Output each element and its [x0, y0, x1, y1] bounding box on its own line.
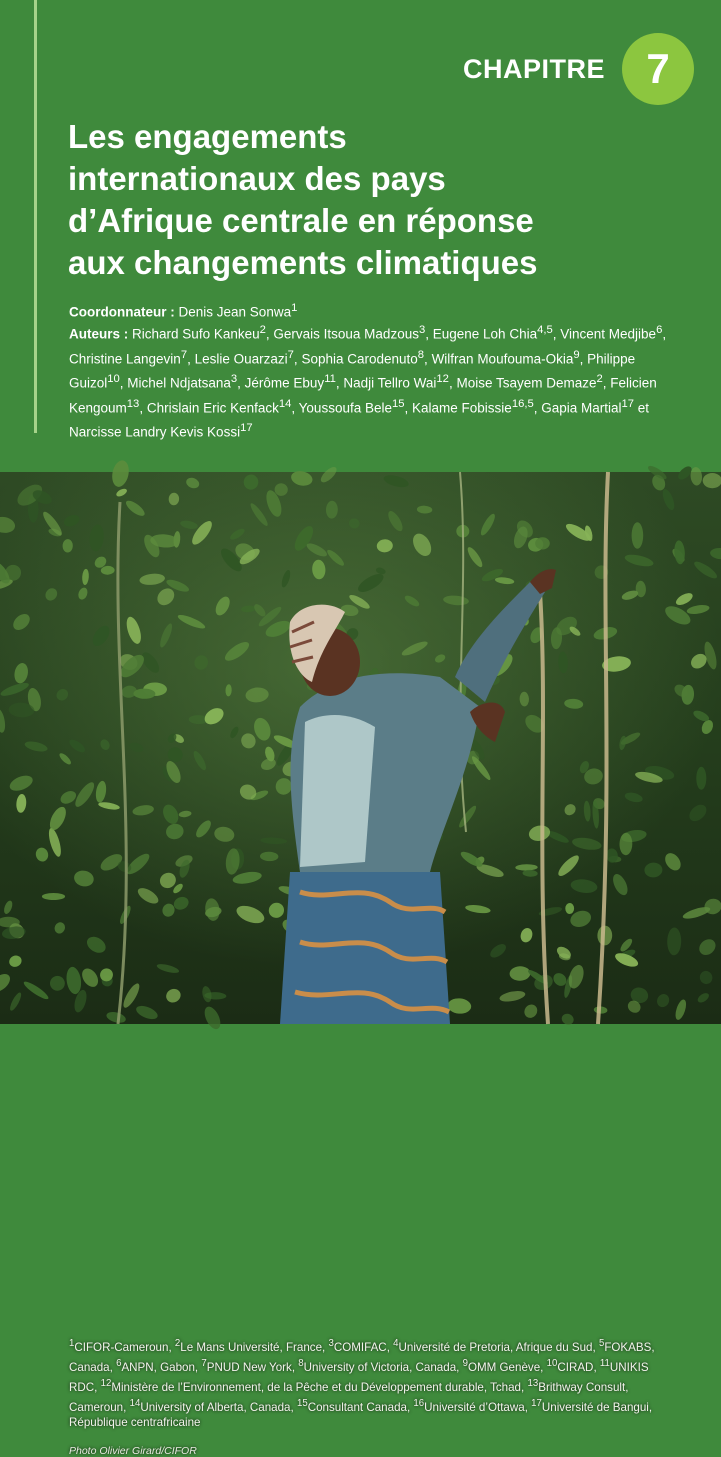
author-name: Narcisse Landry Kevis Kossi — [69, 424, 241, 440]
author-name: Kalame Fobissie — [412, 400, 512, 415]
title-line: internationaux des pays — [68, 160, 446, 197]
author-name: Youssoufa Bele — [298, 400, 392, 415]
author-name: Richard Sufo Kankeu — [132, 326, 260, 342]
author-name: Vincent Medjibe — [560, 326, 657, 342]
affiliation-sup: 12 — [100, 1377, 112, 1389]
title-line: aux changements climatiques — [68, 244, 538, 281]
affiliation-sup: 15 — [296, 1397, 308, 1409]
author-name: Michel Ndjatsana — [127, 375, 231, 391]
affiliation-sup: 5 — [598, 1338, 605, 1349]
author-sup: 13 — [126, 397, 140, 410]
affiliation-sup: 14 — [129, 1397, 141, 1409]
author-sup: 8 — [417, 348, 425, 361]
author-sup: 3 — [418, 324, 426, 336]
affiliation-text: ANPN, Gabon — [121, 1360, 195, 1374]
author-name: Wilfran Moufouma-Okia — [431, 351, 574, 366]
chapter-label: CHAPITRE — [462, 54, 605, 84]
affiliation-sup: 9 — [462, 1357, 468, 1369]
leaf — [632, 522, 644, 548]
photo-illustration — [0, 472, 721, 1024]
affiliation-sup: 6 — [116, 1357, 122, 1369]
affiliation-text: Ministère de l’Environnement, de la Pêche et du Développement durable, Tchad — [111, 1380, 522, 1394]
author-name: Jérôme Ebuy — [244, 375, 325, 391]
affiliation-text: FOKABS, Canada — [69, 1340, 655, 1374]
affiliation-text: Université d’Ottawa — [424, 1400, 525, 1414]
author-name: Felicien Kengoum — [69, 375, 657, 415]
author-name: Sophia Carodenuto — [301, 351, 418, 366]
authors-label: Auteurs : — [69, 326, 129, 342]
title-line: d’Afrique centrale en réponse — [68, 202, 534, 239]
author-sup: 4,5 — [537, 324, 553, 336]
author-name: Gapia Martial — [541, 400, 622, 415]
leaf — [696, 767, 706, 790]
affiliation-text: Université de Bangui, République centrafricaine — [69, 1400, 653, 1430]
leaf — [703, 473, 721, 488]
coordinator-label: Coordonnateur : — [69, 304, 175, 320]
leaf — [42, 893, 65, 900]
author-sup: 2 — [259, 324, 266, 336]
affiliation-text: COMIFAC — [333, 1340, 387, 1354]
affiliation-text: University of Victoria, Canada — [303, 1360, 457, 1374]
affiliation-text: OMM Genève — [467, 1360, 541, 1374]
affiliation-sup: 11 — [599, 1357, 610, 1369]
author-name: Gervais Itsoua Madzous — [273, 326, 419, 342]
chapter-title — [68, 116, 668, 284]
affiliation-text: University of Alberta, Canada — [140, 1400, 291, 1414]
affiliation-sup: 16 — [413, 1397, 425, 1409]
author-sup: 7 — [180, 348, 188, 361]
author-sup: 17 — [621, 397, 635, 410]
author-sup: 10 — [107, 373, 120, 385]
affiliation-text: Le Mans Université, France — [180, 1340, 323, 1354]
author-sup: 16,5 — [511, 397, 534, 410]
author-name: Nadji Tellro Wai — [343, 375, 437, 391]
affiliation-sup: 4 — [393, 1338, 399, 1349]
author-sup: 3 — [230, 373, 238, 385]
author-sup: 9 — [573, 348, 580, 361]
author-sup: 11 — [324, 373, 336, 385]
affiliation-text: UNIKIS RDC — [69, 1360, 649, 1394]
author-sup: 14 — [278, 397, 292, 410]
author-sup: 7 — [287, 348, 294, 361]
author-name: Philippe Guizol — [69, 351, 636, 391]
affiliation-text: PNUD New York — [206, 1360, 292, 1374]
author-sup: 17 — [240, 422, 253, 434]
affiliations-note: $^1$CIFOR-Cameroun, $^2$Le Mans Université, France, $^3$COMIFAC, $^4$Université de Pretoria, Afrique du Sud, $^5$FOKABS, Canada, $^6$ANPN, Gabon, $^7$PNUD New York, $^8$University of Victoria, Canada, $^9$OMM Genève, $^{10}$CIRAD, $^{11}$UNIKIS RDC, $^{12}$Ministère de l’Environnement, de la Pêche et du Développement durable, Tchad, $^{13}$Brithway Consult, Cameroun, $^{14}$University of Alberta, Canada, $^{15}$Consultant Canada, $^{16}$Université d’Ottawa, $^{17}$Université de Bangui, République centrafricaine — [69, 1338, 655, 1430]
affiliation-text: Consultant Canada — [307, 1400, 407, 1414]
author-name: Eugene Loh Chia — [432, 326, 538, 342]
author-name: Christine Langevin — [69, 351, 181, 366]
chapter-header — [0, 0, 721, 472]
author-name: Chrislain Eric Kenfack — [146, 400, 279, 415]
affiliation-sup: 13 — [527, 1377, 539, 1389]
affiliation-text: Université de Pretoria, Afrique du Sud — [398, 1340, 593, 1354]
chapter-badge — [622, 33, 694, 105]
author-name: Leslie Ouarzazi — [194, 351, 288, 366]
coordinator-name: Denis Jean Sonwa — [178, 304, 292, 320]
author-name: Moise Tsayem Demaze — [456, 375, 597, 391]
affiliation-sup: 3 — [328, 1338, 334, 1349]
affiliation-sup: 2 — [174, 1338, 181, 1349]
affiliation-sup: 1 — [69, 1338, 75, 1349]
author-sup: 12 — [436, 373, 449, 385]
affiliation-sup: 8 — [298, 1357, 304, 1369]
author-sup: 6 — [656, 324, 663, 336]
title-line: Les engagements — [68, 118, 347, 155]
authors-paragraph: Auteurs : Richard Sufo Kankeu$^2$, Gervais Itsoua Madzous$^3$, Eugene Loh Chia$^{4,5}$, Vincent Medjibe$^6$, Christine Langevin$^7$, Leslie Ouarzazi$^7$, Sophia Carodenuto$^8$, Wilfran Moufouma-Okia$^9$, Philippe Guizol$^{10}$, Michel Ndjatsana$^3$, Jérôme Ebuy$^{11}$, Nadji Tellro Wai$^{12}$, Moise Tsayem Demaze$^2$, Felicien Kengoum$^{13}$, Chrislain Eric Kenfack$^{14}$, Youssoufa Bele$^{15}$, Kalame Fobissie$^{16,5}$, Gapia Martial$^{17}$ et Narcisse Landry Kevis Kossi$^{17}$ — [69, 324, 667, 440]
coordinator-sup: 1 — [291, 302, 298, 314]
photo-credit: Photo Olivier Girard/CIFOR — [69, 1445, 197, 1457]
affiliation-text: CIRAD — [557, 1360, 594, 1374]
affiliation-sup: 7 — [201, 1357, 207, 1369]
affiliation-sup: 10 — [546, 1357, 558, 1369]
affiliation-sup: 17 — [531, 1397, 542, 1409]
cover-photo — [0, 472, 721, 1457]
affiliation-text: Brithway Consult, Cameroun — [69, 1380, 629, 1414]
chapter-number: 7 — [646, 45, 670, 92]
affiliation-text: CIFOR-Cameroun — [74, 1340, 169, 1354]
coordinator-line — [69, 298, 669, 323]
author-sup: 2 — [596, 373, 603, 385]
author-sup: 15 — [391, 397, 405, 410]
accent-line — [34, 0, 37, 433]
